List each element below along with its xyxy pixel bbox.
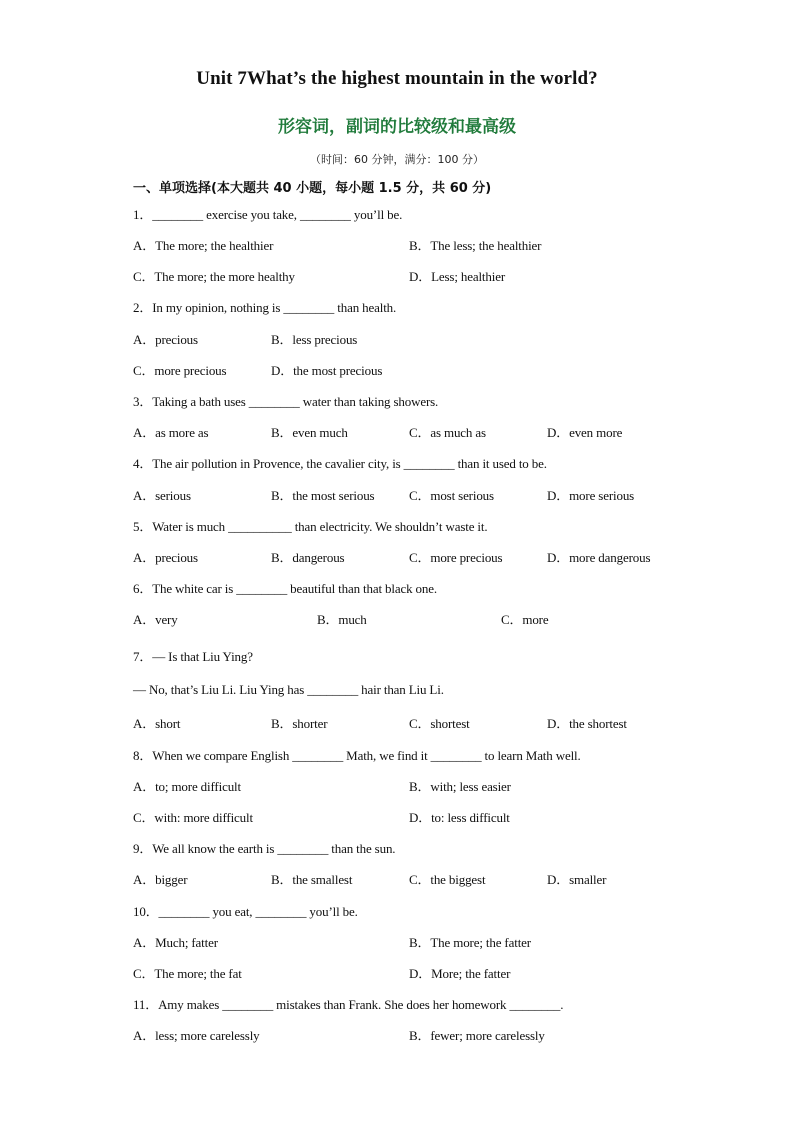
question-stem: 7．— Is that Liu Ying?: [133, 649, 253, 664]
answer-option[interactable]: D．More; the fatter: [409, 966, 511, 981]
answer-option[interactable]: A．to; more difficult: [133, 779, 241, 794]
answer-option[interactable]: D．to: less difficult: [409, 810, 510, 825]
answer-option[interactable]: A．Much; fatter: [133, 935, 218, 950]
answer-option[interactable]: A．bigger: [133, 872, 188, 887]
answer-option[interactable]: C．more precious: [409, 550, 503, 565]
answer-option[interactable]: C．most serious: [409, 488, 494, 503]
answer-option[interactable]: D．even more: [547, 425, 623, 440]
section-heading: 一、单项选择(本大题共 40 小题，每小题 1.5 分，共 60 分): [133, 181, 492, 196]
answer-option[interactable]: C．with: more difficult: [133, 810, 253, 825]
answer-option[interactable]: D．smaller: [547, 872, 607, 887]
answer-option[interactable]: C．The more; the more healthy: [133, 269, 295, 284]
answer-option[interactable]: B．less precious: [271, 332, 358, 347]
exam-meta: （时间：60 分钟，满分：100 分）: [310, 153, 484, 166]
answer-option[interactable]: A．precious: [133, 332, 198, 347]
answer-option[interactable]: C．The more; the fat: [133, 966, 242, 981]
question-stem: 8．When we compare English ________ Math, we find it ________ to learn Math well.: [133, 748, 581, 763]
question-stem: 2．In my opinion, nothing is ________ than health.: [133, 300, 397, 315]
question-stem: 4．The air pollution in Provence, the cavalier city, is ________ than it used to be.: [133, 456, 547, 471]
answer-option[interactable]: B．fewer; more carelessly: [409, 1028, 545, 1043]
answer-option[interactable]: B．with; less easier: [409, 779, 511, 794]
answer-option[interactable]: B．the smallest: [271, 872, 353, 887]
answer-option[interactable]: D．the shortest: [547, 716, 627, 731]
answer-option[interactable]: C．as much as: [409, 425, 486, 440]
page-subtitle: 形容词，副词的比较级和最高级: [278, 117, 516, 137]
page-title: Unit 7What’s the highest mountain in the world?: [196, 68, 598, 89]
answer-option[interactable]: B．the most serious: [271, 488, 375, 503]
answer-option[interactable]: A．serious: [133, 488, 191, 503]
answer-option[interactable]: B．dangerous: [271, 550, 345, 565]
answer-option[interactable]: C．shortest: [409, 716, 470, 731]
answer-option[interactable]: B．The more; the fatter: [409, 935, 531, 950]
answer-option[interactable]: A．as more as: [133, 425, 209, 440]
question-stem: 6．The white car is ________ beautiful than that black one.: [133, 581, 437, 596]
question-stem-continued: — No, that’s Liu Li. Liu Ying has ________ hair than Liu Li.: [133, 682, 444, 697]
answer-option[interactable]: A．precious: [133, 550, 198, 565]
answer-option[interactable]: B．even much: [271, 425, 348, 440]
question-stem: 11．Amy makes ________ mistakes than Frank. She does her homework ________.: [133, 997, 564, 1012]
answer-option[interactable]: D．more serious: [547, 488, 635, 503]
question-stem: 1．________ exercise you take, ________ you’ll be.: [133, 207, 403, 222]
question-stem: 10．________ you eat, ________ you’ll be.: [133, 904, 358, 919]
answer-option[interactable]: B．much: [317, 612, 367, 627]
answer-option[interactable]: A．very: [133, 612, 178, 627]
question-stem: 9．We all know the earth is ________ than the sun.: [133, 841, 396, 856]
answer-option[interactable]: A．The more; the healthier: [133, 238, 274, 253]
answer-option[interactable]: A．short: [133, 716, 181, 731]
answer-option[interactable]: C．the biggest: [409, 872, 486, 887]
question-stem: 5．Water is much __________ than electricity. We shouldn’t waste it.: [133, 519, 488, 534]
answer-option[interactable]: B．shorter: [271, 716, 328, 731]
answer-option[interactable]: C．more: [501, 612, 549, 627]
answer-option[interactable]: D．the most precious: [271, 363, 383, 378]
answer-option[interactable]: D．more dangerous: [547, 550, 651, 565]
answer-option[interactable]: C．more precious: [133, 363, 227, 378]
answer-option[interactable]: D．Less; healthier: [409, 269, 506, 284]
question-stem: 3．Taking a bath uses ________ water than taking showers.: [133, 394, 439, 409]
answer-option[interactable]: B．The less; the healthier: [409, 238, 542, 253]
answer-option[interactable]: A．less; more carelessly: [133, 1028, 260, 1043]
